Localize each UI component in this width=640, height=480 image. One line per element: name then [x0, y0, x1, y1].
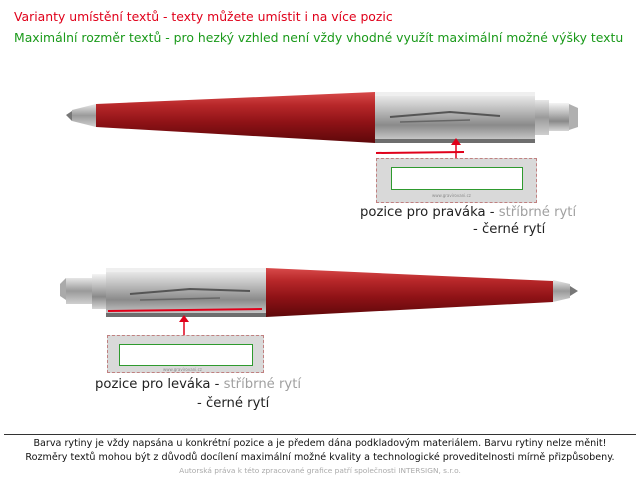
pen-barrel-red: [266, 268, 553, 317]
engraving-text-area: [119, 344, 253, 366]
footer-divider: [4, 434, 636, 435]
caption-silver-engraving: stříbrné rytí: [498, 205, 577, 220]
engraving-plate-left: [107, 335, 264, 373]
caption-black-engraving-left: - černé rytí: [197, 396, 270, 411]
header-size-note: Maximální rozměr textů - pro hezký vzhled není vždy vhodné využít maximální možné výšky textu: [14, 30, 624, 45]
footer-copyright: Autorská práva k této zpracované grafice patří společnosti INTERSIGN, s.r.o.: [179, 466, 461, 475]
header-variants-note: Varianty umístění textů - texty můžete umístit i na více pozic: [14, 9, 393, 24]
caption-position-label: pozice pro leváka -: [95, 377, 224, 392]
caption-left-handed: [95, 377, 301, 392]
arrow-up-icon: [177, 315, 191, 335]
caption-black-engraving-right: - černé rytí: [473, 222, 546, 237]
plate-small-text: www.gravirovani.cz: [432, 193, 471, 198]
footer-size-note: Rozměry textů mohou být z důvodů docílení maximální možné kvality a technologické proveditelnosti mírně přizpůsobeny.: [25, 452, 615, 463]
caption-silver-engraving: stříbrné rytí: [223, 377, 302, 392]
caption-position-label: pozice pro praváka -: [360, 205, 499, 220]
pen-cap-end: [60, 274, 106, 309]
pen-tip-right: [553, 280, 578, 302]
footer-color-note: Barva rytiny je vždy napsána u konkrétní pozice a je předem dána podkladovým materiálem. Barvu rytiny nelze měnit!: [33, 438, 607, 449]
plate-small-text: www.gravirovani.cz: [163, 367, 202, 372]
